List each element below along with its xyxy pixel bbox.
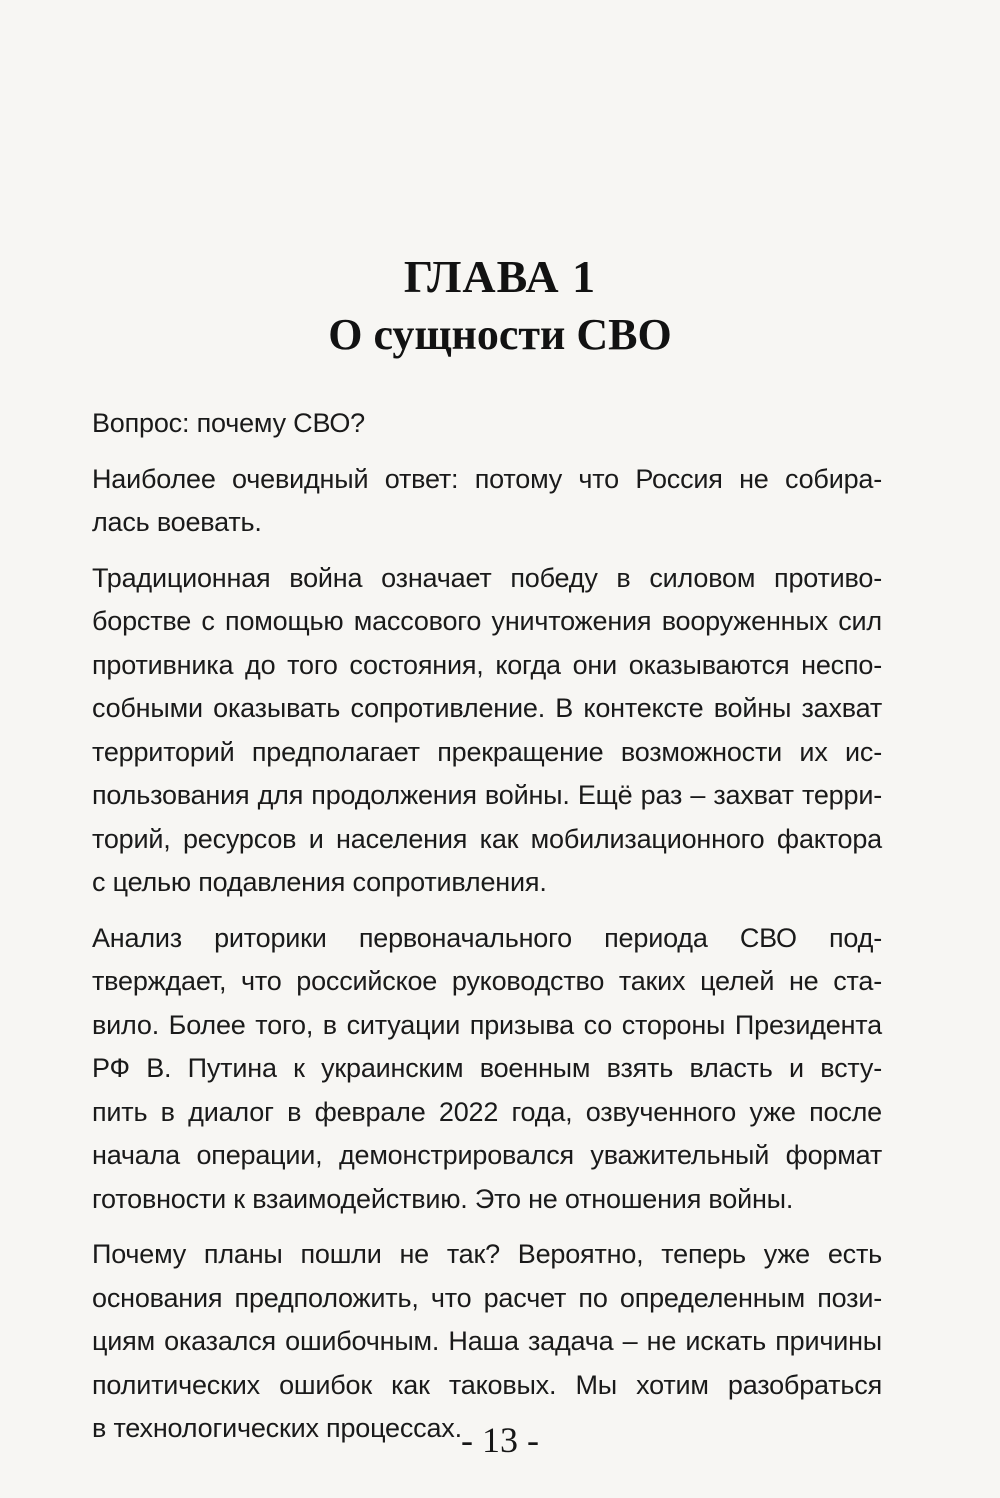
paragraph [92, 402, 882, 446]
text-line: противника до того состояния, когда они оказываются неспо- [92, 649, 882, 680]
text-line: Вопрос: почему СВО? [92, 408, 366, 438]
text-line: РФ В. Путина к украинским военным взять власть и всту- [92, 1053, 882, 1083]
chapter-label: ГЛАВА 1 [403, 251, 597, 302]
text-line: Почему планы пошли не так? Вероятно, теперь уже есть [92, 1239, 882, 1269]
text-line: лась воевать. [92, 507, 262, 537]
text-line: собными оказывать сопротивление. В контексте войны захват [92, 693, 882, 723]
body-text [92, 402, 882, 1463]
text-line: пить в диалог в феврале 2022 года, озвученного уже после [92, 1096, 882, 1127]
paragraph [92, 917, 882, 1222]
text-line: в технологических процессах. [92, 1413, 462, 1443]
text-line: тверждает, что российское руководство таких целей не ста- [92, 966, 882, 996]
text-line: пользования для продолжения войны. Ещё раз – захват терри- [92, 780, 882, 810]
text-line: Традиционная война означает победу в силовом противо- [92, 562, 882, 593]
text-line: территорий предполагает прекращение возможности их ис- [92, 736, 882, 767]
text-line: Анализ риторики первоначального периода СВО под- [92, 922, 882, 953]
text-line: основания предположить, что расчет по определенным пози- [92, 1282, 882, 1313]
text-line: борстве с помощью массового уничтожения вооруженных сил [92, 606, 882, 636]
text-line: вило. Более того, в ситуации призыва со стороны Президента [92, 1009, 882, 1040]
text-line: начала операции, демонстрировался уважительный формат [92, 1140, 882, 1170]
text-line: Наиболее очевидный ответ: потому что Россия не собира- [92, 463, 882, 494]
page-number: - 13 - [461, 1420, 539, 1460]
chapter-heading [0, 248, 1000, 364]
text-line: циям оказался ошибочным. Наша задача – не искать причины [92, 1326, 882, 1356]
text-line: готовности к взаимодействию. Это не отношения войны. [92, 1183, 794, 1214]
text-line: торий, ресурсов и населения как мобилизационного фактора [92, 823, 882, 854]
text-line: политических ошибок как таковых. Мы хотим разобраться [92, 1369, 882, 1400]
text-line: с целью подавления сопротивления. [92, 867, 547, 897]
paragraph [92, 557, 882, 905]
paragraph [92, 458, 882, 545]
chapter-title: О сущности СВО [328, 310, 672, 359]
